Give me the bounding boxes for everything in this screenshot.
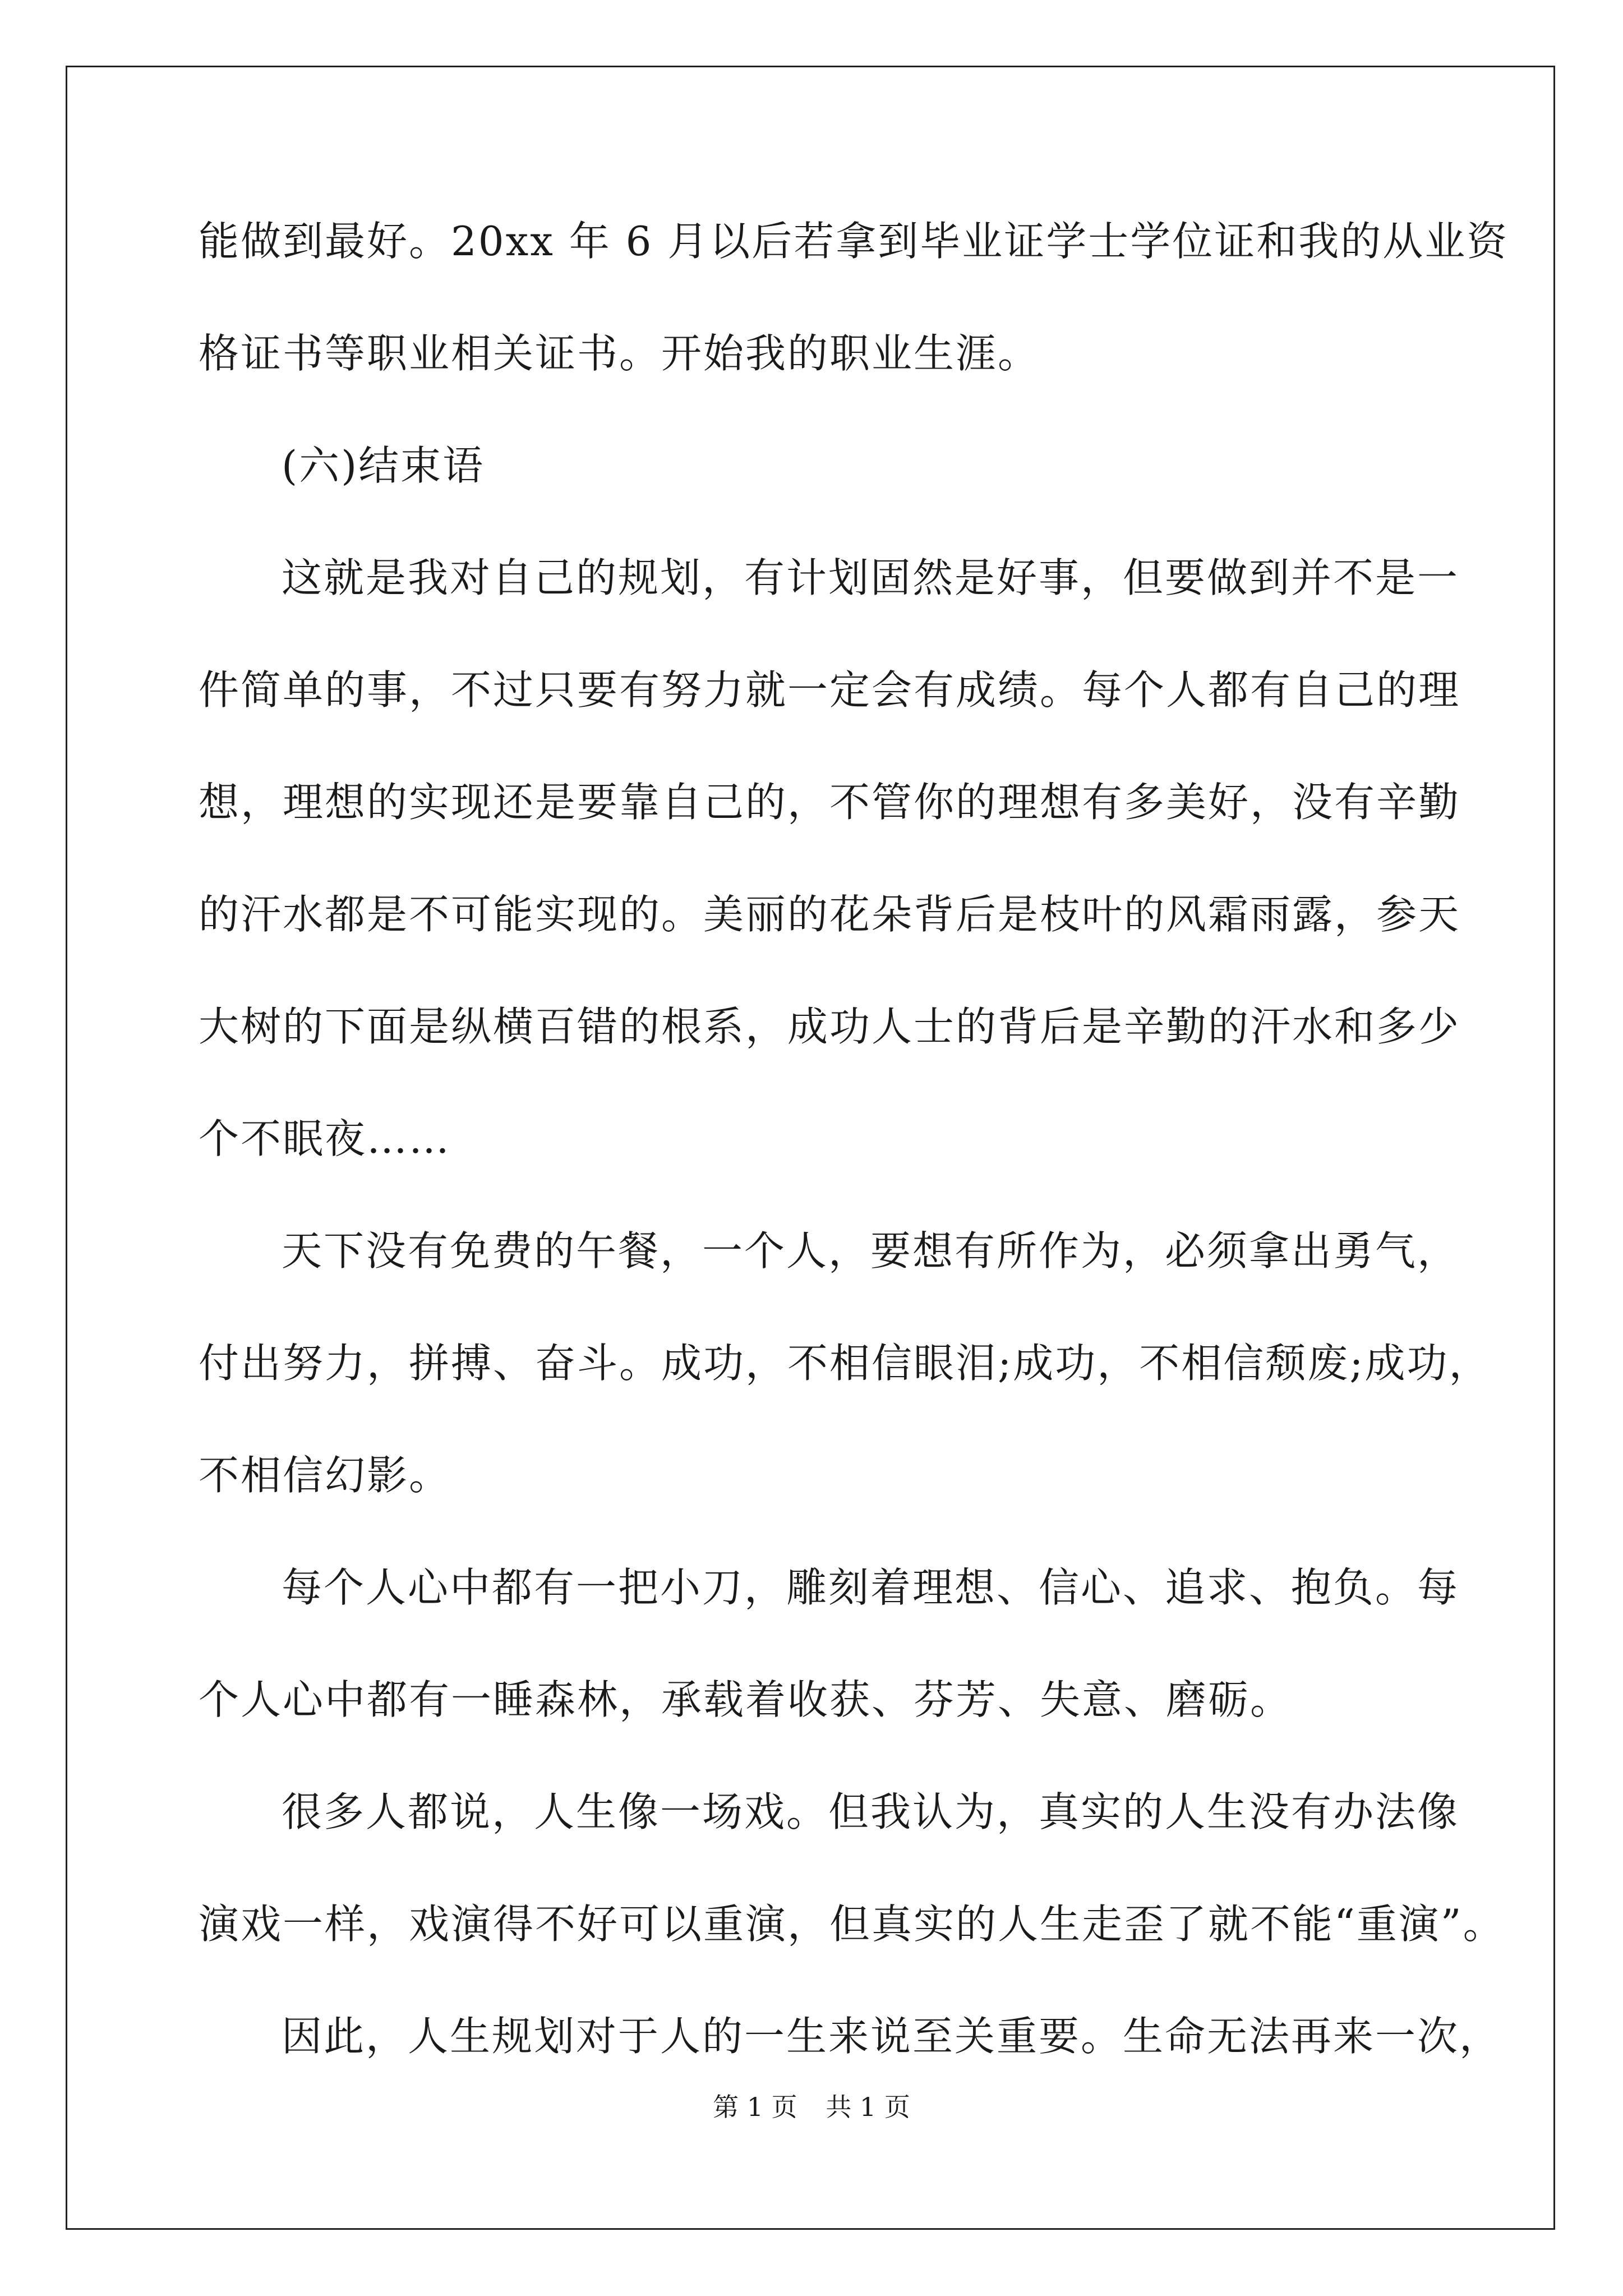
text-line: 每个人心中都有一把小刀，雕刻着理想、信心、追求、抱负。每 — [282, 1564, 1460, 1611]
text-line: 大树的下面是纵横百错的根系，成功人士的背后是辛勤的汗水和多少 — [199, 1003, 1461, 1050]
text-line: 因此，人生规划对于人的一生来说至关重要。生命无法再来一次， — [282, 2013, 1502, 2060]
section-heading: (六)结束语 — [282, 442, 485, 489]
page-total: 共 1 页 — [826, 2092, 910, 2122]
text-line: 演戏一样，戏演得不好可以重演，但真实的人生走歪了就不能“重演”。 — [199, 1901, 1505, 1948]
text-line: 付出努力，拼搏、奋斗。成功，不相信眼泪;成功，不相信颓废;成功， — [199, 1340, 1491, 1387]
document-body — [199, 205, 1509, 2112]
text-line: 能做到最好。20xx 年 6 月以后若拿到毕业证学士学位证和我的从业资 — [199, 218, 1509, 265]
text-line: 格证书等职业相关证书。开始我的职业生涯。 — [199, 330, 1040, 377]
text-line: 的汗水都是不可能实现的。美丽的花朵背后是枝叶的风霜雨露，参天 — [199, 891, 1461, 938]
text-line: 个人心中都有一睡森林，承载着收获、芬芳、失意、磨砺。 — [199, 1676, 1293, 1723]
text-line: 个不眠夜…… — [199, 1115, 451, 1162]
text-line: 件简单的事，不过只要有努力就一定会有成绩。每个人都有自己的理 — [199, 666, 1461, 714]
text-line: 很多人都说，人生像一场戏。但我认为，真实的人生没有办法像 — [282, 1788, 1460, 1835]
page-footer — [0, 2087, 1623, 2124]
text-line: 不相信幻影。 — [199, 1452, 451, 1499]
text-line: 天下没有免费的午餐，一个人，要想有所作为，必须拿出勇气， — [282, 1227, 1460, 1274]
text-line: 这就是我对自己的规划，有计划固然是好事，但要做到并不是一 — [282, 554, 1460, 601]
text-line: 想，理想的实现还是要靠自己的，不管你的理想有多美好，没有辛勤 — [199, 779, 1461, 826]
page-number: 第 1 页 — [713, 2092, 797, 2122]
